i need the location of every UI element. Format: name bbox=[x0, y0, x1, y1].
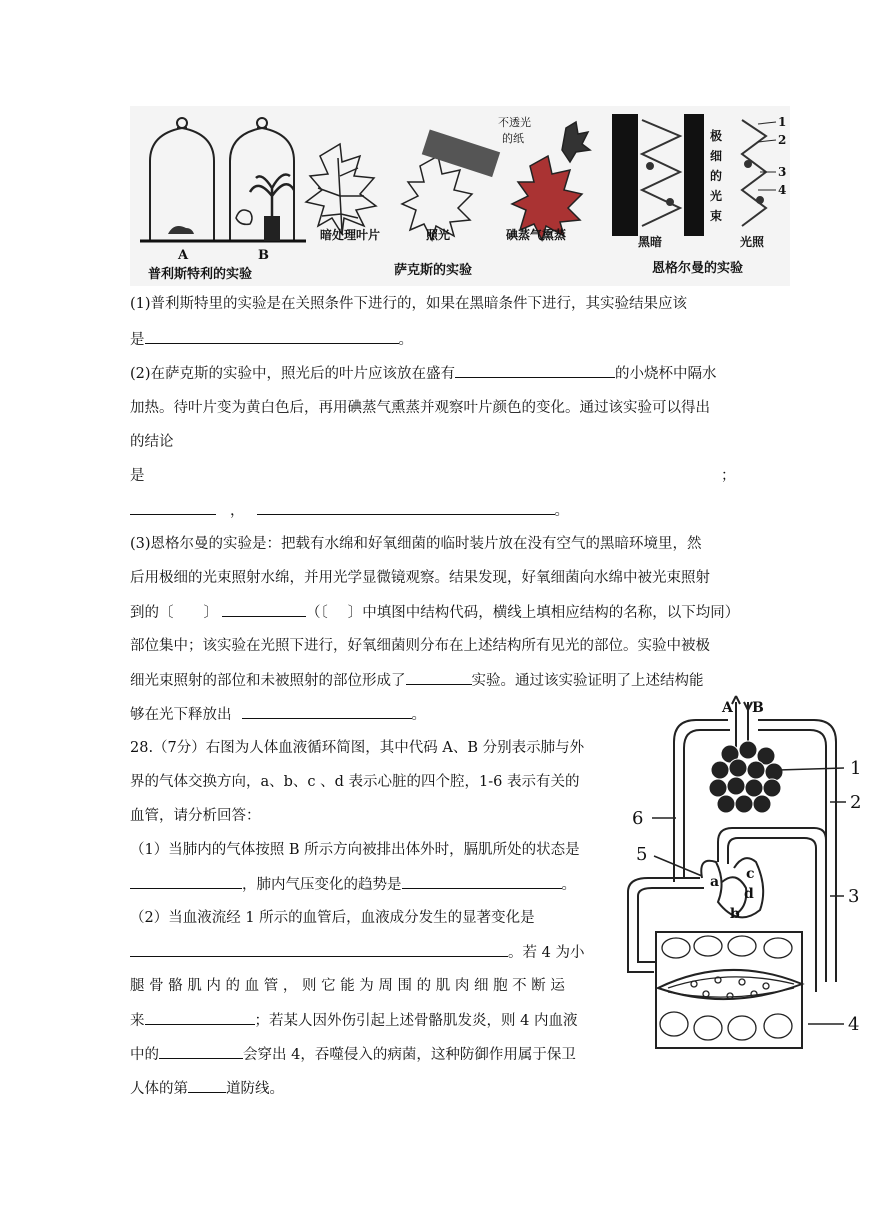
q27-p2-line2: 加热。待叶片变为黄白色后，再用碘蒸气熏蒸并观察叶片颜色的变化。通过该实验可以得出 bbox=[130, 400, 710, 416]
caption-engelmann: 恩格尔曼的实验 bbox=[652, 261, 744, 276]
q27-p3-f-pre: 够在光下释放出 bbox=[130, 707, 232, 723]
q27-p3-e-pre: 细光束照射的部位和未被照射的部位形成了 bbox=[130, 673, 406, 689]
answer-blank-13[interactable] bbox=[188, 1078, 226, 1093]
q28-line1: 28.（7分）右图为人体血液循环简图，其中代码 A、B 分别表示肺与外 bbox=[130, 740, 585, 756]
q28-line9 bbox=[130, 1010, 577, 1031]
answer-blank-4[interactable] bbox=[257, 500, 555, 515]
q28-l10-post: 会穿出 4，吞噬侵入的病菌，这种防御作用属于保卫 bbox=[243, 1047, 576, 1063]
q27-p2-line3: 的结论 bbox=[130, 434, 174, 450]
caption-priestley: 普利斯特利的实验 bbox=[148, 267, 253, 282]
photosynthesis-experiments-figure bbox=[130, 106, 790, 286]
structure-num-3: 3 bbox=[778, 165, 787, 179]
label-a-chamber: a bbox=[710, 874, 720, 890]
q27-p2-pre: (2)在萨克斯的实验中，照光后的叶片应该放在盛有 bbox=[130, 366, 456, 382]
label-dark: 黑暗 bbox=[638, 235, 663, 249]
q28-line10 bbox=[130, 1044, 576, 1065]
q28-line4: （1）当肺内的气体按照 B 所示方向被排出体外时，膈肌所处的状态是 bbox=[130, 842, 580, 858]
q27-p3-f-end: 。 bbox=[411, 707, 426, 723]
q27-p3-line3 bbox=[130, 602, 739, 623]
answer-blank-8[interactable] bbox=[130, 874, 242, 889]
label-B: B bbox=[752, 700, 764, 716]
q27-p2-comma: ， bbox=[230, 503, 245, 519]
label-A: A bbox=[722, 700, 733, 716]
label-2: 2 bbox=[850, 792, 862, 813]
thin-beam-4: 光 bbox=[710, 189, 723, 203]
q28-line7 bbox=[130, 942, 584, 963]
q27-p3-line4: 部位集中；该实验在光照下进行，好氧细菌则分布在上述结构所有见光的部位。实验中被极 bbox=[130, 638, 710, 654]
q28-line11 bbox=[130, 1078, 284, 1099]
q27-p2-end: 。 bbox=[554, 503, 569, 519]
q28-line6: （2）当血液流经 1 所示的血管后，血液成分发生的显著变化是 bbox=[130, 910, 535, 926]
q28-l5-mid: ，肺内气压变化的趋势是 bbox=[242, 877, 402, 893]
q28-l11-post: 道防线。 bbox=[226, 1081, 284, 1097]
trachea bbox=[732, 696, 752, 748]
label-1: 1 bbox=[850, 758, 862, 779]
structure-num-2: 2 bbox=[778, 133, 787, 147]
answer-blank-6[interactable] bbox=[406, 670, 472, 685]
q28-line2: 界的气体交换方向，a、b、c 、d 表示心脏的四个腔，1-6 表示有关的 bbox=[130, 774, 580, 790]
answer-blank-9[interactable] bbox=[402, 874, 562, 889]
q28-l7-end: 。若 4 为小 bbox=[508, 945, 585, 961]
answer-blank-7[interactable] bbox=[242, 704, 412, 719]
q27-p1-line2 bbox=[130, 329, 413, 350]
blood-circulation-figure bbox=[618, 692, 868, 1062]
label-d-chamber: d bbox=[744, 886, 754, 902]
q27-p3-mid1: 〕 bbox=[203, 605, 218, 621]
answer-blank-12[interactable] bbox=[159, 1044, 243, 1059]
label-opaque-paper-1: 不透光 bbox=[498, 116, 531, 129]
q27-p2-end-line4: ； bbox=[721, 468, 736, 484]
label-5: 5 bbox=[636, 844, 648, 865]
lung-alveoli bbox=[709, 741, 783, 813]
label-b-chamber: b bbox=[730, 906, 740, 922]
q27-p2-line1 bbox=[130, 363, 717, 384]
label-c-chamber: c bbox=[746, 866, 755, 882]
thin-beam-2: 细 bbox=[710, 149, 723, 163]
thin-beam-5: 束 bbox=[710, 209, 723, 223]
q27-p3-line5 bbox=[130, 670, 704, 691]
answer-blank-10[interactable] bbox=[130, 942, 508, 957]
q28-l5-end: 。 bbox=[561, 877, 576, 893]
q28-line5 bbox=[130, 874, 576, 895]
q28-l11-pre: 人体的第 bbox=[130, 1081, 188, 1097]
answer-blank-1[interactable] bbox=[145, 329, 399, 344]
label-opaque-paper-2: 的纸 bbox=[502, 132, 524, 145]
q27-p3-mid2: （〔 bbox=[306, 605, 328, 621]
answer-blank-2[interactable] bbox=[455, 363, 615, 378]
label-a: A bbox=[178, 248, 189, 263]
answer-blank-5[interactable] bbox=[222, 602, 306, 617]
q27-p3-line1: (3)恩格尔曼的实验是：把载有水绵和好氧细菌的临时装片放在没有空气的黑暗环境里，然 bbox=[130, 536, 702, 552]
label-light2: 光照 bbox=[740, 235, 765, 249]
answer-blank-3[interactable] bbox=[130, 500, 216, 515]
q27-p3-line2: 后用极细的光束照射水绵，并用光学显微镜观察。结果发现，好氧细菌向水绵中被光束照射 bbox=[130, 570, 710, 586]
q28-l10-pre: 中的 bbox=[130, 1047, 159, 1063]
label-b: B bbox=[258, 248, 269, 263]
q27-p3-pre: 到的〔 bbox=[130, 605, 174, 621]
label-4: 4 bbox=[848, 1014, 860, 1035]
label-6: 6 bbox=[632, 808, 644, 829]
label-dark-leaf: 暗处理叶片 bbox=[320, 228, 381, 242]
q27-p2-line5 bbox=[130, 500, 569, 521]
q27-p1-line1: (1)普利斯特里的实验是在关照条件下进行的，如果在黑暗条件下进行，其实验结果应该 bbox=[130, 296, 688, 312]
q27-p3-post: 〕中填图中结构代码，横线上填相应结构的名称，以下均同） bbox=[347, 605, 740, 621]
q28-l9-post: ；若某人因外伤引起上述骨骼肌发炎，则 4 内血液 bbox=[254, 1013, 578, 1029]
q27-p2-post: 的小烧杯中隔水 bbox=[615, 366, 717, 382]
q27-p1-end: 。 bbox=[398, 332, 413, 348]
label-iodine: 碘蒸气熏蒸 bbox=[506, 228, 567, 242]
structure-num-4: 4 bbox=[778, 183, 787, 197]
q27-p3-e-post: 实验。通过该实验证明了上述结构能 bbox=[471, 673, 704, 689]
q27-p3-line6 bbox=[130, 704, 426, 725]
q28-line3: 血管，请分析回答： bbox=[130, 808, 261, 824]
q28-l9-pre: 来 bbox=[130, 1013, 145, 1029]
dark-panel bbox=[612, 114, 638, 236]
caption-sachs: 萨克斯的实验 bbox=[394, 263, 473, 278]
label-3: 3 bbox=[848, 886, 860, 907]
label-light: 照光 bbox=[426, 228, 451, 242]
tissue-cells bbox=[658, 936, 802, 1040]
q27-p2-pre-line4: 是 bbox=[130, 468, 145, 484]
q28-line8: 腿 骨 骼 肌 内 的 血 管 ， 则 它 能 为 周 围 的 肌 肉 细 胞 不 断 运 bbox=[130, 978, 565, 994]
thin-beam-1: 极 bbox=[710, 129, 723, 143]
q27-p1-pre: 是 bbox=[130, 332, 145, 348]
thin-beam-3: 的 bbox=[710, 169, 723, 183]
answer-blank-11[interactable] bbox=[145, 1010, 255, 1025]
structure-num-1: 1 bbox=[778, 115, 787, 129]
pointer-1 bbox=[778, 768, 844, 770]
